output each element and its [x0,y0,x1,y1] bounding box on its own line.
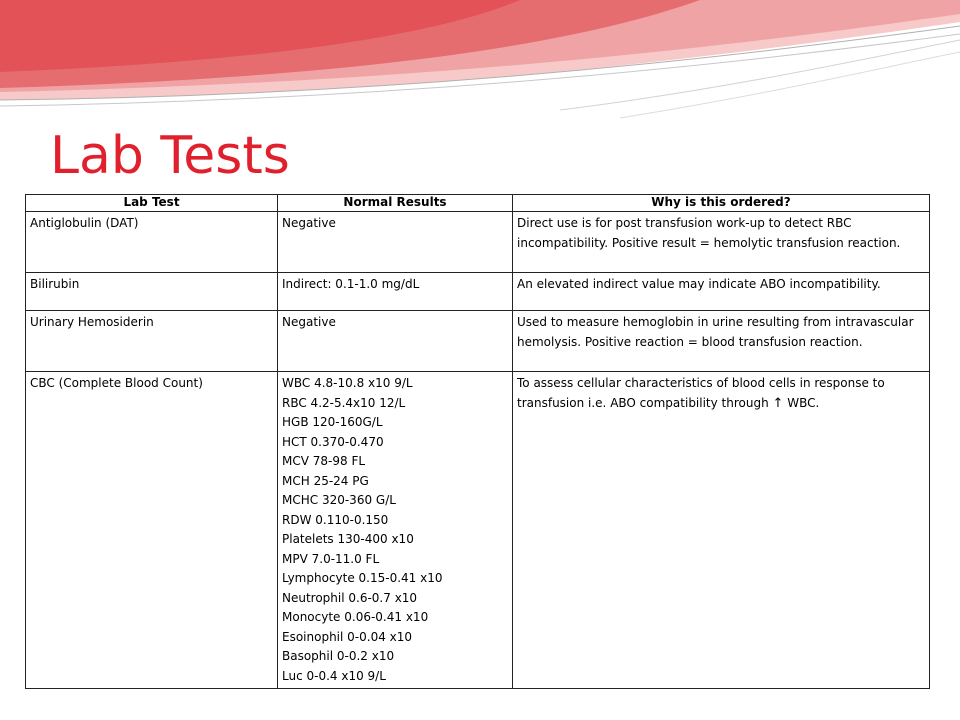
cbc-normal-line: Neutrophil 0.6-0.7 x10 [282,590,418,605]
up-arrow-icon: ↑ [772,395,784,411]
header-banner-decoration [0,0,960,130]
cbc-normal-line: MCH 25-24 PG [282,473,369,488]
normal-results-cell: Negative [278,311,513,372]
lab-test-cell: Bilirubin [26,273,278,311]
table-header-row [26,195,930,212]
cbc-normal-line: HGB 120-160G/L [282,415,383,429]
lab-test-cell: CBC (Complete Blood Count) [26,372,278,689]
why-ordered-text: To assess cellular characteristics of blood cells in response to transfusion i.e. ABO compatibility through [517,376,885,410]
lab-test-cell: Urinary Hemosiderin [26,311,278,372]
lab-tests-table [25,194,930,689]
table-row [26,311,930,372]
cbc-normal-line: MCV 78-98 FL [282,454,366,468]
slide-title: Lab Tests [50,126,290,186]
cbc-normal-line: Monocyte 0.06-0.41 x10 [282,610,429,624]
column-header-why-ordered: Why is this ordered? [513,195,930,212]
cbc-normal-line: WBC 4.8-10.8 x10 9/L [282,376,413,390]
cbc-normal-line: Lymphocyte 0.15-0.41 x10 [282,571,443,585]
cbc-normal-line: Platelets 130-400 x10 [282,532,414,546]
cbc-normal-line: Basophil 0-0.2 x10 [282,649,395,663]
column-header-normal-results: Normal Results [278,195,513,212]
normal-results-cell: Negative [278,212,513,273]
column-header-lab-test: Lab Test [26,195,278,212]
cbc-normal-line: MCHC 320-360 G/L [282,493,396,507]
why-ordered-cell: Used to measure hemoglobin in urine resulting from intravascular hemolysis. Positive reaction = blood transfusion reaction. [513,311,930,372]
cbc-normal-line: RDW 0.110-0.150 [282,512,389,527]
table-row [26,372,930,689]
cbc-normal-line: HCT 0.370-0.470 [282,434,384,449]
table-row [26,212,930,273]
normal-results-cell: Indirect: 0.1-1.0 mg/dL [278,273,513,311]
cbc-normal-line: Luc 0-0.4 x10 9/L [282,668,386,683]
lab-test-cell: Antiglobulin (DAT) [26,212,278,273]
normal-results-cell [278,372,513,689]
why-ordered-cell: Direct use is for post transfusion work-up to detect RBC incompatibility. Positive result = hemolytic transfusion reaction. [513,212,930,273]
cbc-normal-line: MPV 7.0-11.0 FL [282,551,380,566]
why-ordered-text-end: WBC. [787,395,820,410]
table-row [26,273,930,311]
cbc-normal-line: RBC 4.2-5.4x10 12/L [282,395,406,410]
why-ordered-cell [513,372,930,689]
why-ordered-cell: An elevated indirect value may indicate ABO incompatibility. [513,273,930,311]
cbc-normal-line: Esoinophil 0-0.04 x10 [282,629,413,644]
